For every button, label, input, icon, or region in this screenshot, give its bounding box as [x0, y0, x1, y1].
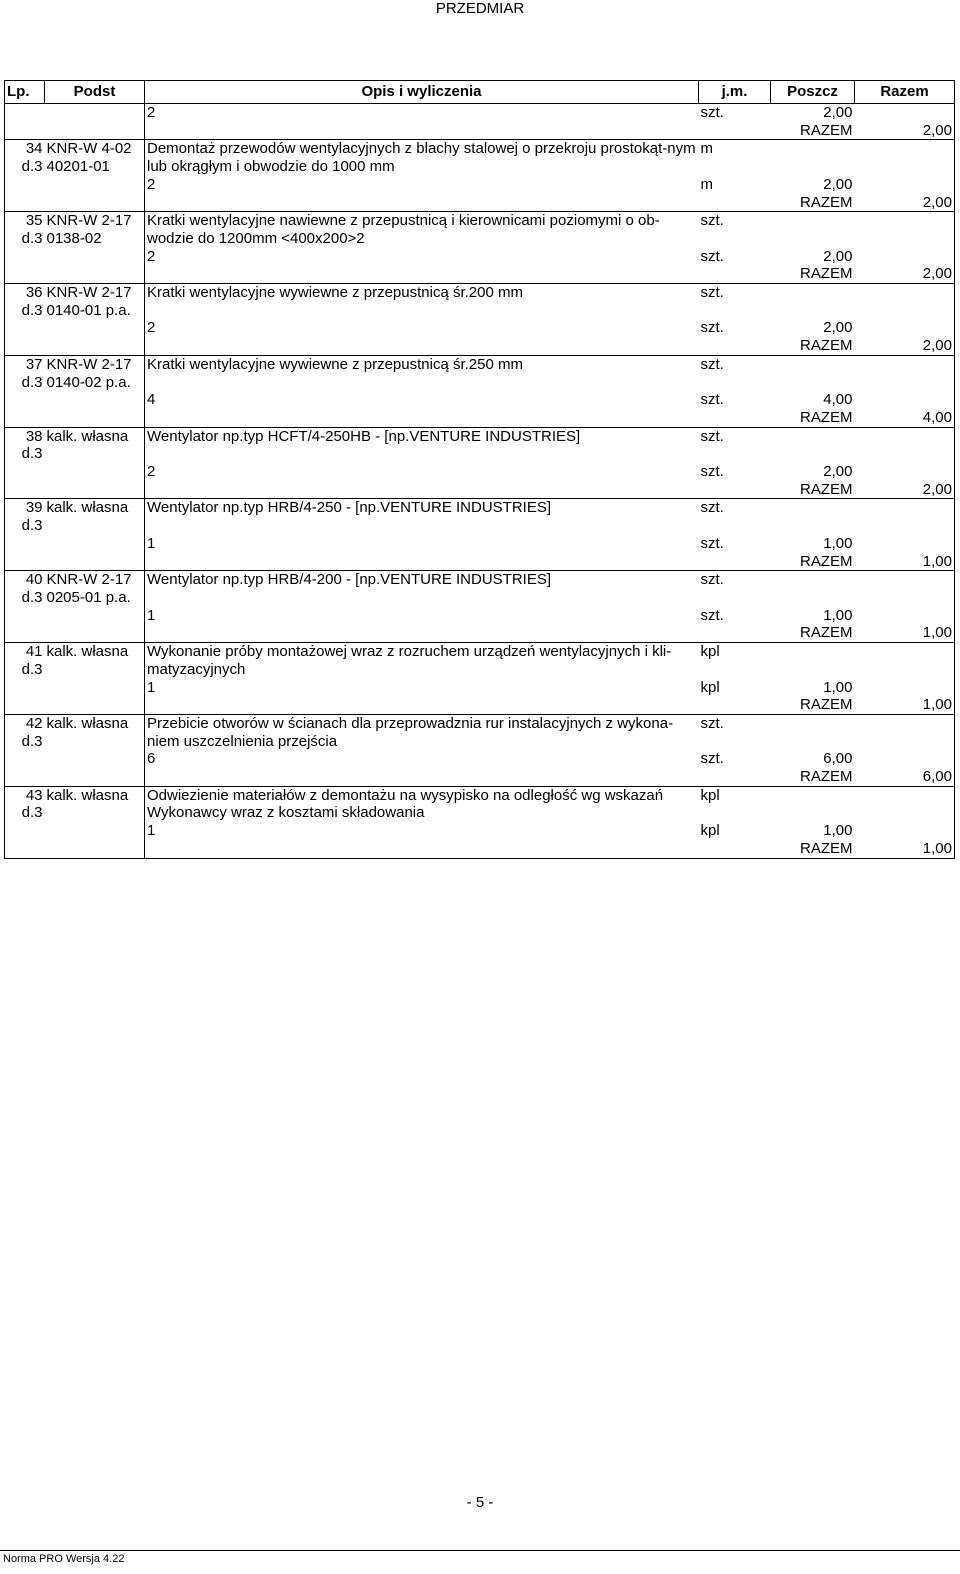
- item-lp: [5, 714, 45, 750]
- calc-qty: 1: [147, 678, 156, 696]
- calc-unit: szt.: [700, 463, 724, 481]
- calc-value: 1,00: [823, 678, 853, 696]
- col-header-lp: Lp.: [5, 81, 45, 104]
- table-row-calc: [5, 176, 955, 194]
- item-section: d.3: [21, 158, 43, 176]
- item-section: d.3: [21, 517, 43, 535]
- item-podst: [45, 643, 145, 679]
- item-lp: [5, 284, 45, 320]
- calc-qty: 2: [147, 319, 156, 337]
- table-row-calc: [5, 679, 955, 697]
- footer-divider: [0, 1550, 960, 1551]
- item-unit: szt.: [700, 714, 724, 732]
- item-number: 41: [25, 643, 43, 661]
- table-row: [5, 284, 955, 320]
- table-row-calc: [5, 535, 955, 553]
- item-description: Demontaż przewodów wentylacyjnych z blachy stalowej o przekroju prostokąt-nym lub okrągłym i obwodzie do 1000 mm: [147, 140, 696, 176]
- razem-value: 2,00: [855, 265, 955, 283]
- item-basis-code: 0138-02: [46, 229, 102, 247]
- razem-value: 2,00: [855, 481, 955, 499]
- calc-value: 1,00: [823, 606, 853, 624]
- item-basis: KNR-W 2-17: [46, 571, 132, 589]
- table-row-calc: [5, 319, 955, 337]
- item-basis-code: kalk. własna: [46, 714, 129, 732]
- item-basis-code: kalk. własna: [46, 427, 129, 445]
- calc-qty: 2: [147, 463, 156, 481]
- table-header-row: [5, 81, 955, 104]
- item-lp: [5, 571, 45, 607]
- item-unit: szt.: [700, 284, 724, 302]
- table-row: [5, 714, 955, 750]
- item-podst: [45, 427, 145, 463]
- item-podst: [45, 212, 145, 248]
- item-section: d.3: [21, 445, 43, 463]
- item-description: Kratki wentylacyjne wywiewne z przepustnicą śr.250 mm: [147, 355, 523, 373]
- calc-value: 1,00: [823, 822, 853, 840]
- razem-label: RAZEM: [771, 265, 855, 283]
- calc-value: 2,00: [823, 319, 853, 337]
- item-lp: [5, 355, 45, 391]
- item-basis: KNR-W 4-02: [46, 140, 132, 158]
- carry-razem-row: [5, 122, 955, 140]
- calc-qty: 6: [147, 750, 156, 768]
- item-podst: [45, 786, 145, 822]
- item-lp: [5, 499, 45, 535]
- item-basis-code: kalk. własna: [46, 643, 129, 661]
- calc-unit: szt.: [700, 750, 724, 768]
- calc-unit: kpl: [700, 678, 720, 696]
- item-number: 43: [25, 786, 43, 804]
- item-number: 37: [25, 355, 43, 373]
- item-unit: m: [700, 140, 713, 158]
- item-podst: [45, 140, 145, 176]
- razem-label: RAZEM: [771, 409, 855, 427]
- item-unit: kpl: [700, 786, 720, 804]
- item-unit: szt.: [700, 571, 724, 589]
- item-basis-code: kalk. własna: [46, 499, 129, 517]
- item-number: 36: [25, 284, 43, 302]
- table-row-calc: [5, 248, 955, 266]
- calc-unit: kpl: [700, 822, 720, 840]
- item-section: d.3: [21, 588, 43, 606]
- razem-label: RAZEM: [771, 840, 855, 858]
- razem-value: 1,00: [855, 624, 955, 642]
- razem-label: RAZEM: [771, 481, 855, 499]
- calc-unit: m: [700, 175, 713, 193]
- item-basis: KNR-W 2-17: [46, 355, 132, 373]
- col-header-poszcz: Poszcz: [771, 81, 855, 104]
- document-title: PRZEDMIAR: [435, 0, 525, 17]
- table-row: [5, 643, 955, 679]
- table-row: [5, 427, 955, 463]
- carry-calc-row: [5, 104, 955, 122]
- calc-qty: 1: [147, 606, 156, 624]
- col-header-jm: j.m.: [699, 81, 771, 104]
- item-unit: szt.: [700, 355, 724, 373]
- razem-label: RAZEM: [771, 337, 855, 355]
- razem-label: RAZEM: [771, 553, 855, 571]
- table-row-razem: [5, 696, 955, 714]
- carry-qty: 2: [147, 104, 156, 121]
- razem-value: 2,00: [855, 194, 955, 212]
- item-description: Wentylator np.typ HRB/4-250 - [np.VENTURE INDUSTRIES]: [147, 499, 552, 517]
- item-unit: szt.: [700, 212, 724, 230]
- table-row-razem: [5, 194, 955, 212]
- item-lp: [5, 140, 45, 176]
- razem-value: 1,00: [855, 696, 955, 714]
- item-lp: [5, 427, 45, 463]
- table-row: [5, 212, 955, 248]
- item-section: d.3: [21, 229, 43, 247]
- table-row-razem: [5, 553, 955, 571]
- item-lp: [5, 643, 45, 679]
- item-unit: kpl: [700, 643, 720, 661]
- calc-qty: 1: [147, 534, 156, 552]
- table-row-calc: [5, 391, 955, 409]
- table-row-calc: [5, 607, 955, 625]
- col-header-opis: Opis i wyliczenia: [145, 81, 699, 104]
- calc-value: 2,00: [823, 247, 853, 265]
- table-row-razem: [5, 337, 955, 355]
- item-basis-code: 0140-02 p.a.: [46, 373, 131, 391]
- razem-value: 6,00: [855, 768, 955, 786]
- table-row-razem: [5, 768, 955, 786]
- item-podst: [45, 355, 145, 391]
- item-podst: [45, 714, 145, 750]
- table-row-razem: [5, 265, 955, 283]
- item-basis-code: kalk. własna: [46, 786, 129, 804]
- item-podst: [45, 499, 145, 535]
- item-section: d.3: [21, 660, 43, 678]
- page-number: - 5 -: [466, 1494, 494, 1511]
- item-section: d.3: [21, 732, 43, 750]
- calc-qty: 2: [147, 175, 156, 193]
- item-basis: KNR-W 2-17: [46, 284, 132, 302]
- table-row-calc: [5, 822, 955, 840]
- calc-unit: szt.: [700, 534, 724, 552]
- item-unit: szt.: [700, 427, 724, 445]
- carry-razem-value: 2,00: [855, 122, 955, 140]
- item-number: 38: [25, 427, 43, 445]
- item-description: Wentylator np.typ HRB/4-200 - [np.VENTURE INDUSTRIES]: [147, 571, 552, 589]
- item-section: d.3: [21, 804, 43, 822]
- calc-unit: szt.: [700, 247, 724, 265]
- col-header-podst: Podst: [45, 81, 145, 104]
- item-basis-code: 40201-01: [46, 158, 110, 176]
- software-version: Norma PRO Wersja 4.22: [3, 1553, 125, 1565]
- razem-value: 1,00: [855, 553, 955, 571]
- calc-value: 1,00: [823, 534, 853, 552]
- item-description: Wentylator np.typ HCFT/4-250HB - [np.VENTURE INDUSTRIES]: [147, 427, 581, 445]
- item-podst: [45, 284, 145, 320]
- razem-value: 4,00: [855, 409, 955, 427]
- calc-unit: szt.: [700, 319, 724, 337]
- item-number: 35: [25, 212, 43, 230]
- carry-value: 2,00: [823, 104, 853, 121]
- item-description: Kratki wentylacyjne wywiewne z przepustnicą śr.200 mm: [147, 284, 523, 302]
- item-description: Kratki wentylacyjne nawiewne z przepustnicą i kierownicami poziomymi o ob-wodzie do 1200mm <400x200>2: [147, 212, 660, 247]
- calc-qty: 1: [147, 822, 156, 840]
- razem-label: RAZEM: [771, 696, 855, 714]
- cost-estimate-table: [4, 80, 955, 859]
- razem-value: 2,00: [855, 337, 955, 355]
- item-description: Wykonanie próby montażowej wraz z rozruchem urządzeń wentylacyjnych i kli-matyzacyjnych: [147, 643, 672, 678]
- item-basis: KNR-W 2-17: [46, 212, 132, 230]
- table-row-razem: [5, 409, 955, 427]
- razem-label: RAZEM: [771, 194, 855, 212]
- calc-qty: 2: [147, 247, 156, 265]
- table-row-calc: [5, 750, 955, 768]
- table-row-calc: [5, 463, 955, 481]
- razem-value: 1,00: [855, 840, 955, 858]
- item-podst: [45, 571, 145, 607]
- item-lp: [5, 212, 45, 248]
- table-row: [5, 499, 955, 535]
- item-unit: szt.: [700, 499, 724, 517]
- carry-unit: szt.: [700, 104, 724, 121]
- calc-value: 4,00: [823, 391, 853, 409]
- table-row: [5, 355, 955, 391]
- table-row: [5, 786, 955, 822]
- col-header-razem: Razem: [855, 81, 955, 104]
- calc-value: 6,00: [823, 750, 853, 768]
- item-description: Przebicie otworów w ścianach dla przeprowadznia rur instalacyjnych z wykona-niem uszczelnienia przejścia: [147, 714, 674, 750]
- item-basis-code: 0140-01 p.a.: [46, 301, 131, 319]
- table-row-razem: [5, 624, 955, 642]
- calc-value: 2,00: [823, 463, 853, 481]
- table-row: [5, 571, 955, 607]
- table-row-razem: [5, 840, 955, 858]
- razem-label: RAZEM: [771, 768, 855, 786]
- item-section: d.3: [21, 301, 43, 319]
- calc-value: 2,00: [823, 175, 853, 193]
- item-number: 42: [25, 714, 43, 732]
- calc-unit: szt.: [700, 391, 724, 409]
- table-row-razem: [5, 481, 955, 499]
- item-number: 34: [25, 140, 43, 158]
- item-section: d.3: [21, 373, 43, 391]
- calc-qty: 4: [147, 391, 156, 409]
- item-lp: [5, 786, 45, 822]
- item-number: 39: [25, 499, 43, 517]
- carry-razem-label: RAZEM: [771, 122, 855, 140]
- item-description: Odwiezienie materiałów z demontażu na wysypisko na odległość wg wskazań Wykonawcy wraz z kosztami składowania: [147, 786, 664, 822]
- item-number: 40: [25, 571, 43, 589]
- table-row: [5, 140, 955, 176]
- item-basis-code: 0205-01 p.a.: [46, 588, 131, 606]
- calc-unit: szt.: [700, 606, 724, 624]
- razem-label: RAZEM: [771, 624, 855, 642]
